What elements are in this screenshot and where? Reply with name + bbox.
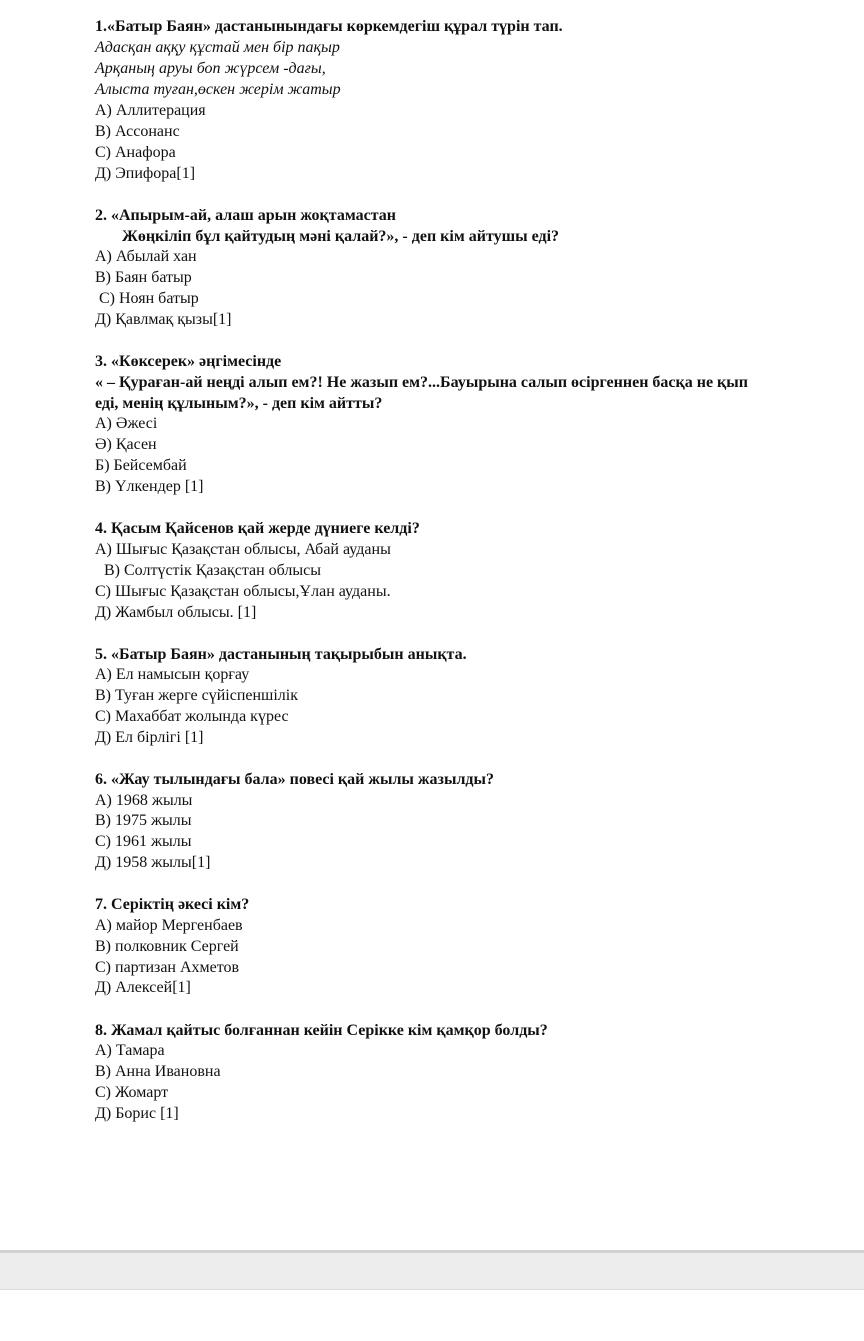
answer-option: А) Тамара: [95, 1042, 165, 1059]
answer-option: А) Абылай хан: [95, 248, 197, 265]
answer-option: С) Махаббат жолында күрес: [95, 708, 289, 725]
answer-option: В) Анна Ивановна: [95, 1063, 221, 1080]
question-text: 1.«Батыр Баян» дастанынындағы көркемдегіш құрал түрін тап.: [95, 18, 563, 35]
answer-option: В) 1975 жылы: [95, 812, 192, 829]
question-text: 3. «Көксерек» әңгімесінде: [95, 353, 282, 370]
answer-option: А) майор Мергенбаев: [95, 917, 243, 934]
page-footer-band: [0, 1250, 864, 1290]
answer-option: С) Анафора: [95, 144, 176, 161]
answer-option: С) Шығыс Қазақстан облысы,Ұлан ауданы.: [95, 583, 391, 600]
question-text: 8. Жамал қайтыс болғаннан кейін Серікке кім қамқор болды?: [95, 1022, 548, 1039]
answer-option: А) Ел намысын қорғау: [95, 666, 250, 683]
question-text: 6. «Жау тылындағы бала» повесі қай жылы жазылды?: [95, 771, 495, 788]
answer-option: В) полковник Сергей: [95, 938, 239, 955]
answer-option: В) Баян батыр: [95, 269, 192, 286]
answer-option: С) Ноян батыр: [99, 290, 199, 307]
question-text: еді, менің құлыным?», - деп кім айтты?: [95, 395, 383, 412]
answer-option: В) Туған жерге сүйіспеншілік: [95, 687, 299, 704]
answer-option: Д) Борис [1]: [95, 1105, 179, 1122]
verse-line: Алыста туған,өскен жерім жатыр: [95, 81, 341, 98]
question-text: 7. Серіктің әкесі кім?: [95, 896, 250, 913]
answer-option: Д) Ел бірлігі [1]: [95, 729, 204, 746]
verse-line: Адасқан аққу құстай мен бір пақыр: [95, 39, 340, 56]
page-bottom-area: [0, 1290, 864, 1341]
answer-option: В) Солтүстік Қазақстан облысы: [104, 562, 321, 579]
answer-option: А) 1968 жылы: [95, 792, 193, 809]
answer-option: Б) Бейсембай: [95, 457, 187, 474]
question-text: 5. «Батыр Баян» дастанының тақырыбын анықта.: [95, 646, 467, 663]
answer-option: А) Әжесі: [95, 415, 158, 432]
question-text: 4. Қасым Қайсенов қай жерде дүниеге келді?: [95, 520, 420, 537]
answer-option: В) Үлкендер [1]: [95, 478, 204, 495]
question-text: « – Қураған-ай неңді алып ем?! Не жазып ем?...Бауырына салып өсіргеннен басқа не қып: [95, 374, 748, 391]
verse-line: Арқаның аруы боп жүрсем -дағы,: [95, 60, 326, 77]
answer-option: В) Ассонанс: [95, 123, 180, 140]
answer-option: Д) Жамбыл облысы. [1]: [95, 604, 257, 621]
answer-option: Д) 1958 жылы[1]: [95, 854, 211, 871]
question-text: Жөңкіліп бұл қайтудың мәні қалай?», - деп кім айтушы еді?: [122, 228, 560, 245]
answer-option: А) Шығыс Қазақстан облысы, Абай ауданы: [95, 541, 391, 558]
answer-option: С) Жомарт: [95, 1084, 169, 1101]
answer-option: Ә) Қасен: [95, 436, 157, 453]
question-text: 2. «Апырым-ай, алаш арын жоқтамастан: [95, 207, 396, 224]
answer-option: А) Аллитерация: [95, 102, 206, 119]
answer-option: Д) Қавлмақ қызы[1]: [95, 311, 232, 328]
answer-option: Д) Алексей[1]: [95, 979, 191, 996]
answer-option: С) партизан Ахметов: [95, 959, 240, 976]
answer-option: С) 1961 жылы: [95, 833, 192, 850]
answer-option: Д) Эпифора[1]: [95, 165, 196, 182]
